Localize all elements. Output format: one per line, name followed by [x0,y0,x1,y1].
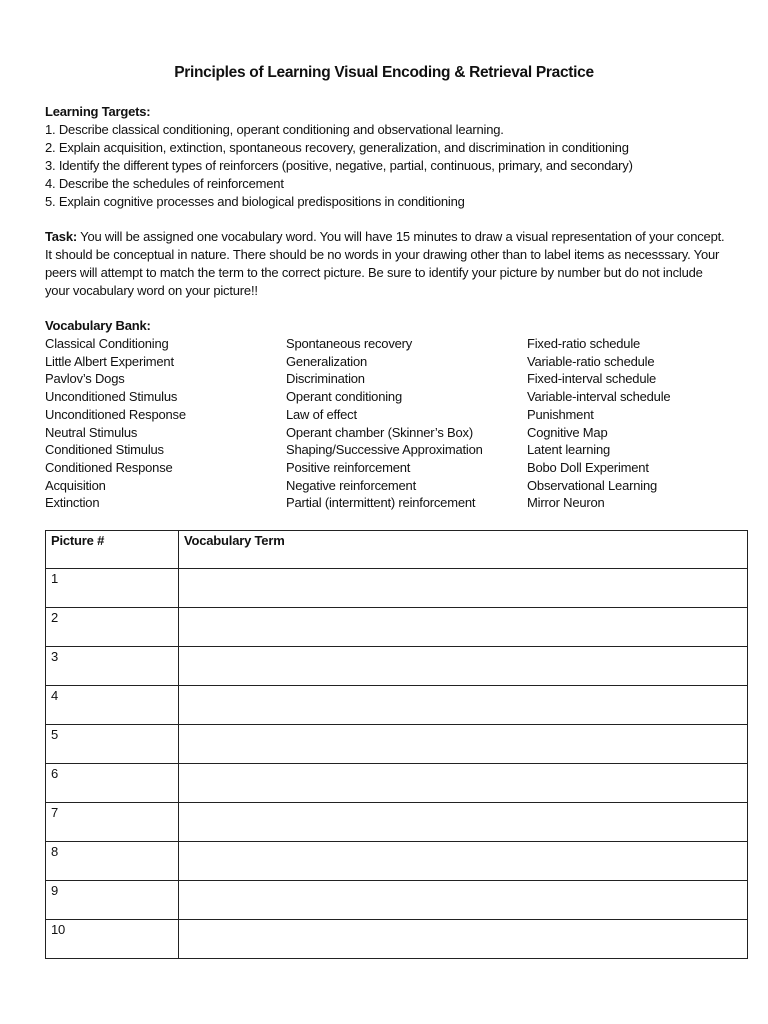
vocabulary-column-3 [527,335,670,512]
vocabulary-term: Punishment [527,406,594,422]
vocabulary-term: Conditioned Stimulus [45,442,164,458]
picture-number-cell: 5 [46,725,179,764]
vocabulary-term: Unconditioned Response [45,406,186,422]
vocabulary-bank-heading: Vocabulary Bank: [45,318,151,333]
vocabulary-term: Operant chamber (Skinner’s Box) [286,424,473,440]
vocabulary-term-cell[interactable] [179,842,748,881]
table-row [46,647,748,686]
task-description [45,228,735,300]
vocabulary-term-cell[interactable] [179,920,748,959]
vocabulary-term-cell[interactable] [179,647,748,686]
table-row [46,569,748,608]
answer-table [45,530,748,959]
learning-targets [45,103,735,211]
learning-target-item: 3. Identify the different types of reinforcers (positive, negative, partial, continuous, primary, and secondary) [45,158,633,173]
page-title: Principles of Learning Visual Encoding & Retrieval Practice [174,64,594,81]
vocabulary-term: Classical Conditioning [45,336,169,351]
picture-number-cell: 7 [46,803,179,842]
learning-target-item: 2. Explain acquisition, extinction, spontaneous recovery, generalization, and discrimination in conditioning [45,140,629,155]
vocabulary-term: Observational Learning [527,477,658,493]
vocabulary-term: Pavlov’s Dogs [45,371,125,387]
vocabulary-term: Discrimination [286,371,365,387]
vocabulary-term: Neutral Stimulus [45,424,138,440]
table-row [46,608,748,647]
vocabulary-column-2 [286,335,483,512]
task-line [45,228,735,246]
answer-table-header-row [46,531,748,569]
table-row [46,881,748,920]
task-label: Task: [45,229,77,244]
vocabulary-term: Negative reinforcement [286,477,416,493]
vocabulary-term: Fixed-interval schedule [527,371,657,387]
picture-number-header: Picture # [46,531,179,569]
vocabulary-term: Partial (intermittent) reinforcement [286,495,476,511]
picture-number-cell: 6 [46,764,179,803]
vocabulary-term: Operant conditioning [286,389,402,405]
vocabulary-term: Little Albert Experiment [45,353,174,369]
vocabulary-term: Conditioned Response [45,459,173,475]
picture-number-cell: 10 [46,920,179,959]
task-line: It should be conceptual in nature. There should be no words in your drawing other than to label items as necesssary. Your [45,247,720,262]
picture-number-cell: 9 [46,881,179,920]
vocabulary-column-1 [45,335,186,512]
vocabulary-term: Unconditioned Stimulus [45,389,178,405]
learning-target-item: 4. Describe the schedules of reinforcement [45,176,284,191]
table-row [46,725,748,764]
vocabulary-term-cell[interactable] [179,686,748,725]
vocabulary-term-cell[interactable] [179,881,748,920]
vocabulary-term: Law of effect [286,406,357,422]
vocabulary-term: Acquisition [45,477,106,493]
table-row [46,764,748,803]
vocabulary-term: Variable-interval schedule [527,389,671,405]
vocabulary-term: Mirror Neuron [527,495,605,511]
vocabulary-term-cell[interactable] [179,608,748,647]
vocabulary-term: Generalization [286,353,368,369]
vocabulary-term: Positive reinforcement [286,459,411,475]
picture-number-cell: 2 [46,608,179,647]
vocabulary-term: Variable-ratio schedule [527,353,655,369]
learning-target-item: 1. Describe classical conditioning, operant conditioning and observational learning. [45,122,504,137]
vocabulary-term: Spontaneous recovery [286,336,413,351]
picture-number-cell: 4 [46,686,179,725]
vocabulary-term: Latent learning [527,442,611,458]
task-line: your vocabulary word on your picture!! [45,283,258,298]
vocabulary-term: Bobo Doll Experiment [527,459,649,475]
vocabulary-term-cell[interactable] [179,725,748,764]
vocabulary-term-cell[interactable] [179,764,748,803]
learning-target-item: 5. Explain cognitive processes and biological predispositions in conditioning [45,194,465,209]
table-row [46,920,748,959]
vocabulary-term-cell[interactable] [179,569,748,608]
picture-number-cell: 1 [46,569,179,608]
task-text: You will be assigned one vocabulary word. You will have 15 minutes to draw a visual representation of your concept. [77,229,725,244]
table-row [46,686,748,725]
task-line: peers will attempt to match the term to the correct picture. Be sure to identify your picture by number but do not include [45,265,703,280]
picture-number-cell: 3 [46,647,179,686]
table-row [46,842,748,881]
vocabulary-term: Cognitive Map [527,424,608,440]
learning-targets-heading: Learning Targets: [45,104,151,119]
vocabulary-term: Extinction [45,495,100,511]
vocabulary-term: Shaping/Successive Approximation [286,442,483,458]
picture-number-cell: 8 [46,842,179,881]
table-row [46,803,748,842]
vocabulary-term: Fixed-ratio schedule [527,336,641,351]
vocabulary-term-cell[interactable] [179,803,748,842]
vocabulary-term-header: Vocabulary Term [179,531,748,569]
